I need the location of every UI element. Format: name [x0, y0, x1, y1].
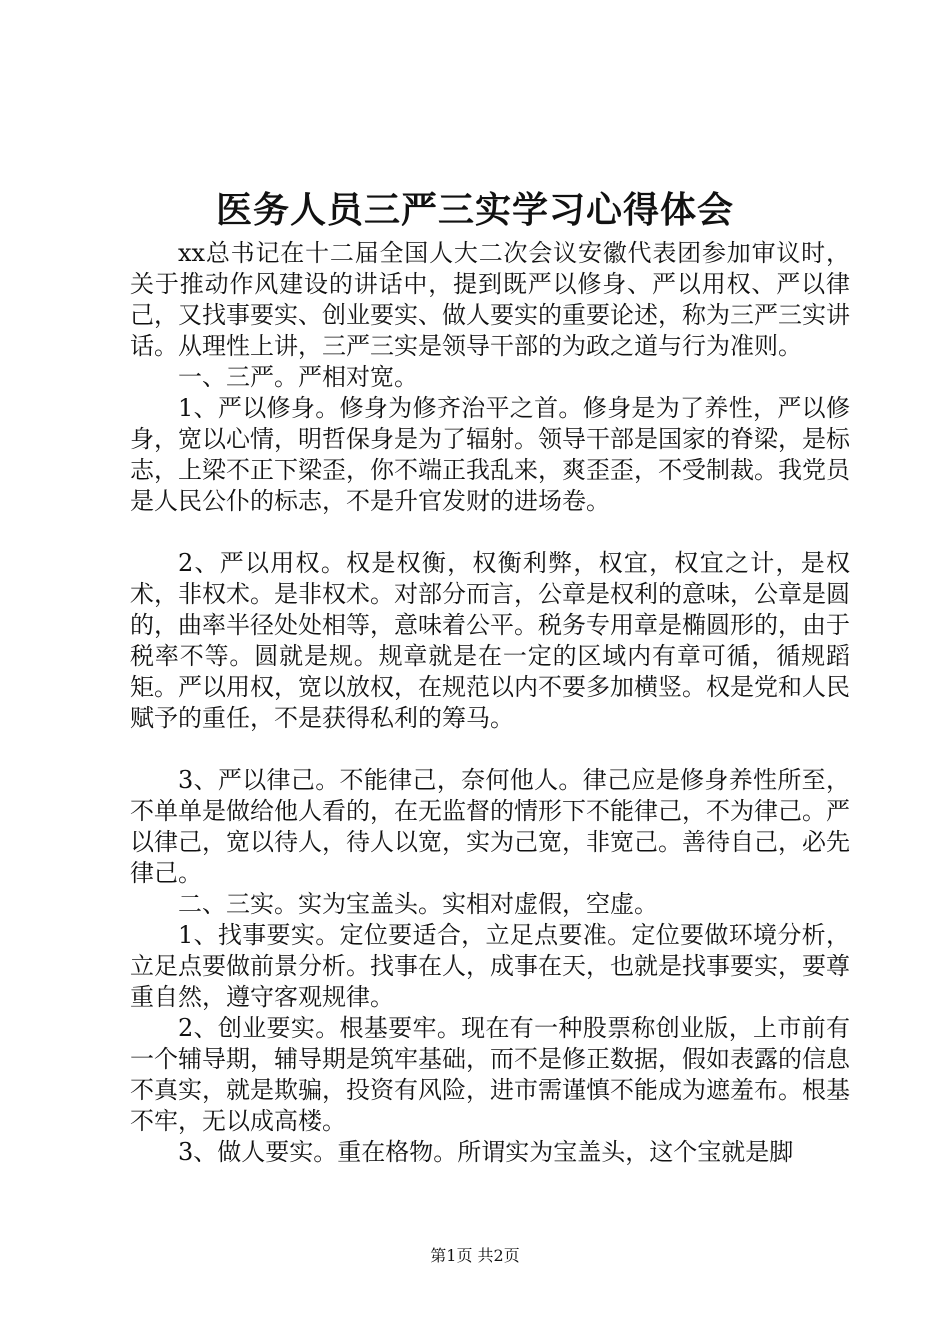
paragraph-practical-enterprise: 2、创业要实。根基要牢。现在有一种股票称创业版，上市前有一个辅导期，辅导期是筑牢基础，而不是修正数据，假如表露的信息不真实，就是欺骗，投资有风险，进市需谨慎不能成为遮羞布。根基不牢，无以成高楼。	[130, 1014, 850, 1135]
document-body	[130, 238, 850, 1168]
paragraph-spacer	[130, 734, 850, 765]
paragraph-strict-self-discipline: 3、严以律己。不能律己，奈何他人。律己应是修身养性所至，不单单是做给他人看的，在无监督的情形下不能律己，不为律己。严以律己，宽以待人，待人以宽，实为己宽，非宽己。善待自己，必先律己。	[130, 766, 850, 887]
document-title: 医务人员三严三实学习心得体会	[215, 189, 734, 231]
paragraph-practical-planning: 1、找事要实。定位要适合，立足点要准。定位要做环境分析，立足点要做前景分析。找事在人，成事在天，也就是找事要实，要尊重自然，遵守客观规律。	[130, 921, 850, 1011]
paragraph-strict-use-of-power: 2、严以用权。权是权衡，权衡利弊，权宜，权宜之计，是权术，非权术。是非权术。对部分而言，公章是权利的意味，公章是圆的，曲率半径处处相等，意味着公平。税务专用章是椭圆形的，由于税率不等。圆就是规。规章就是在一定的区域内有章可循，循规蹈矩。严以用权，宽以放权，在规范以内不要多加横竖。权是党和人民赋予的重任，不是获得私利的筹马。	[130, 549, 850, 732]
paragraph-practical-conduct: 3、做人要实。重在格物。所谓实为宝盖头，这个宝就是脚	[178, 1138, 794, 1166]
paragraph-intro: xx总书记在十二届全国人大二次会议安徽代表团参加审议时，关于推动作风建设的讲话中，提到既严以修身、严以用权、严以律己，又找事要实、创业要实、做人要实的重要论述，称为三严三实讲话。从理性上讲，三严三实是领导干部的为政之道与行为准则。	[130, 239, 850, 360]
page-number-footer: 第1页 共2页	[430, 1246, 520, 1265]
section-heading-three-strict: 一、三严。严相对宽。	[178, 363, 418, 391]
paragraph-spacer	[130, 517, 850, 548]
section-heading-three-practical: 二、三实。实为宝盖头。实相对虚假，空虚。	[178, 890, 658, 918]
paragraph-strict-self-cultivation: 1、严以修身。修身为修齐治平之首。修身是为了养性，严以修身，宽以心情，明哲保身是为了辐射。领导干部是国家的脊梁，是标志，上梁不正下梁歪，你不端正我乱来，爽歪歪，不受制裁。我党员是人民公仆的标志，不是升官发财的进场卷。	[130, 394, 850, 515]
